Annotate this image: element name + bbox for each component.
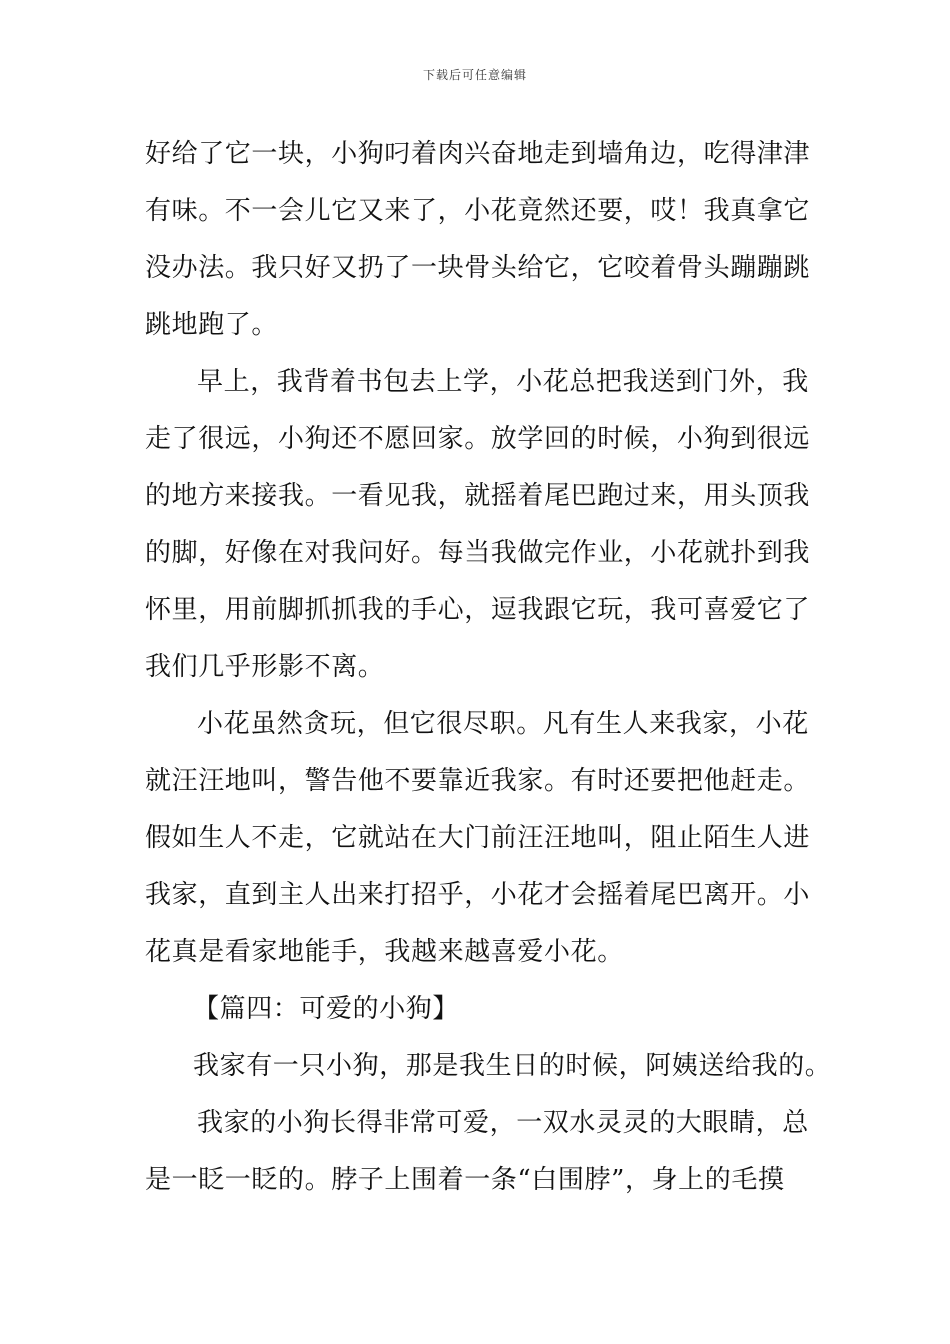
text-line: 假如生人不走，它就站在大门前汪汪地叫，阻止陌生人进 bbox=[145, 823, 811, 853]
paragraph-first-line: 我家的小狗长得非常可爱，一双水灵灵的大眼睛，总 bbox=[197, 1108, 809, 1138]
text-line: 是一眨一眨的。脖子上围着一条“白围脖”，身上的毛摸 bbox=[145, 1165, 785, 1195]
paragraph-first-line: 小花虽然贪玩，但它很尽职。凡有生人来我家，小花 bbox=[197, 709, 809, 739]
paragraph-first-line: 我家有一只小狗，那是我生日的时候，阿姨送给我的。 bbox=[193, 1051, 832, 1081]
text-line: 我家，直到主人出来打招乎，小花才会摇着尾巴离开。小 bbox=[145, 880, 811, 910]
text-line: 的地方来接我。一看见我，就摇着尾巴跑过来，用头顶我 bbox=[145, 481, 811, 511]
text-line: 我们几乎形影不离。 bbox=[145, 652, 385, 682]
text-line: 的脚，好像在对我问好。每当我做完作业，小花就扑到我 bbox=[145, 538, 811, 568]
text-line: 怀里，用前脚抓抓我的手心，逗我跟它玩，我可喜爱它了 bbox=[145, 595, 811, 625]
text-line: 跳地跑了。 bbox=[145, 310, 279, 340]
document-body bbox=[145, 126, 832, 1209]
page-header: 下载后可任意编辑 bbox=[422, 68, 527, 82]
text-line: 花真是看家地能手，我越来越喜爱小花。 bbox=[145, 937, 624, 967]
paragraph-first-line: 早上，我背着书包去上学，小花总把我送到门外，我 bbox=[197, 367, 809, 397]
text-line: 没办法。我只好又扔了一块骨头给它，它咬着骨头蹦蹦跳 bbox=[145, 253, 811, 283]
text-line: 走了很远，小狗还不愿回家。放学回的时候，小狗到很远 bbox=[145, 424, 811, 454]
text-line: 好给了它一块，小狗叼着肉兴奋地走到墙角边，吃得津津 bbox=[145, 139, 811, 169]
text-line: 就汪汪地叫，警告他不要靠近我家。有时还要把他赶走。 bbox=[145, 766, 811, 796]
text-line: 有味。不一会儿它又来了，小花竟然还要，哎！我真拿它 bbox=[145, 196, 811, 226]
section-heading: 【篇四：可爱的小狗】 bbox=[193, 994, 460, 1024]
